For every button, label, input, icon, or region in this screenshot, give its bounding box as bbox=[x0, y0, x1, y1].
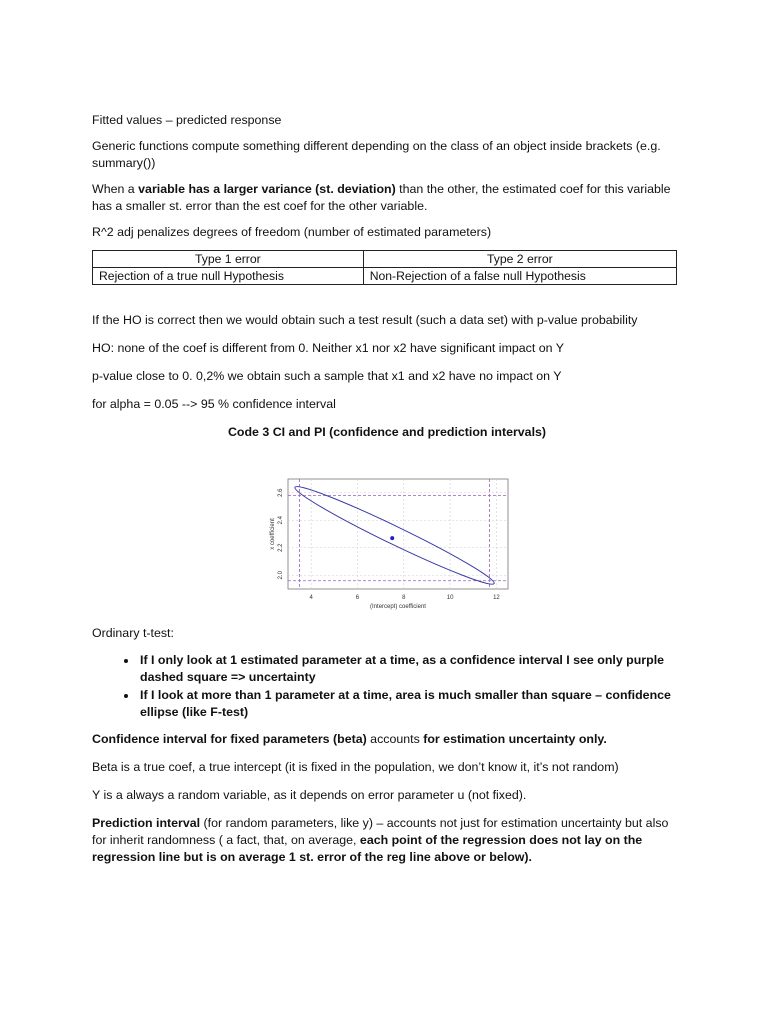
document-page bbox=[92, 112, 682, 866]
pvalue-paragraph: p-value close to 0. 0,2% we obtain such a sample that x1 and x2 have no impact on Y bbox=[92, 369, 562, 383]
ho-none-paragraph: HO: none of the coef is different from 0. Neither x1 nor x2 have significant impact on Y bbox=[92, 341, 565, 355]
y-tick-label: 2.4 bbox=[278, 516, 284, 525]
ci-fixed-paragraph bbox=[92, 731, 682, 748]
x-tick-label: 4 bbox=[309, 595, 313, 601]
ttest-bullet-list bbox=[92, 652, 682, 721]
pi-bold-c: each point of the regression does not lay on the regression line but is on average 1 st. error of the reg line above or below). bbox=[92, 833, 643, 864]
bullet-1-text: If I only look at 1 estimated parameter at a time, as a confidence interval I see only purple dashed square => uncertainty bbox=[140, 653, 665, 684]
bullet-2-text: If I look at more than 1 parameter at a time, area is much smaller than square – confidence ellipse (like F-test) bbox=[140, 688, 671, 719]
y-random-paragraph: Y is a always a random variable, as it depends on error parameter u (not fixed). bbox=[92, 788, 527, 802]
fitted-values-line: Fitted values – predicted response bbox=[92, 113, 282, 127]
x-tick-label: 10 bbox=[446, 595, 454, 601]
table-cell-type2: Non-Rejection of a false null Hypothesis bbox=[363, 268, 676, 285]
ho-correct-paragraph: If the HO is correct then we would obtain such a test result (such a data set) with p-value probability bbox=[92, 313, 638, 327]
y-axis-label: x coefficient bbox=[270, 518, 276, 550]
ci-fixed-text-b: accounts bbox=[366, 732, 424, 746]
code3-heading-text: Code 3 CI and PI (confidence and prediction intervals) bbox=[227, 425, 547, 439]
variance-paragraph bbox=[92, 181, 682, 215]
ttest-heading: Ordinary t-test: bbox=[92, 626, 174, 640]
error-types-table bbox=[92, 250, 677, 285]
x-tick-label: 6 bbox=[355, 595, 360, 601]
y-tick-label: 2.2 bbox=[278, 543, 284, 552]
y-tick-label: 2.6 bbox=[278, 488, 284, 497]
list-item bbox=[138, 687, 682, 721]
table-cell-type1: Rejection of a true null Hypothesis bbox=[93, 268, 364, 285]
x-tick-label: 12 bbox=[493, 595, 500, 601]
variance-text-a: When a bbox=[92, 182, 139, 196]
alpha-paragraph: for alpha = 0.05 --> 95 % confidence interval bbox=[92, 397, 336, 411]
ci-fixed-bold-a: Confidence interval for fixed parameters (beta) bbox=[92, 732, 367, 746]
ci-fixed-bold-c: for estimation uncertainty only. bbox=[423, 732, 607, 746]
variance-text-bold: variable has a larger variance (st. deviation) bbox=[138, 182, 396, 196]
estimate-point bbox=[390, 536, 394, 540]
y-tick-label: 2.0 bbox=[278, 571, 284, 580]
pi-bold-a: Prediction interval bbox=[92, 816, 201, 830]
table-header-row bbox=[93, 251, 677, 268]
list-item bbox=[138, 652, 682, 686]
x-axis-label: (Intercept) coefficient bbox=[370, 604, 426, 610]
table-header-type2: Type 2 error bbox=[363, 251, 676, 268]
prediction-interval-paragraph bbox=[92, 815, 682, 866]
table-header-type1: Type 1 error bbox=[93, 251, 364, 268]
confidence-ellipse-chart bbox=[256, 471, 516, 611]
r2-adj-paragraph: R^2 adj penalizes degrees of freedom (number of estimated parameters) bbox=[92, 225, 492, 239]
table-row bbox=[93, 268, 677, 285]
confidence-ellipse-figure bbox=[256, 471, 516, 611]
beta-paragraph: Beta is a true coef, a true intercept (it is fixed in the population, we don’t know it, it’s not random) bbox=[92, 760, 619, 774]
variance-text-c: than the other, the estimated coef for this variable has a smaller st. error than the est coef for the other variable. bbox=[92, 182, 671, 213]
code3-heading bbox=[92, 424, 682, 441]
generic-functions-paragraph: Generic functions compute something different depending on the class of an object inside brackets (e.g. summary()) bbox=[92, 139, 661, 170]
pi-text-b: (for random parameters, like y) – accounts not just for estimation uncertainty but also for inherit randomness ( a fact, that, on average, bbox=[92, 816, 669, 847]
x-tick-label: 8 bbox=[402, 595, 406, 601]
